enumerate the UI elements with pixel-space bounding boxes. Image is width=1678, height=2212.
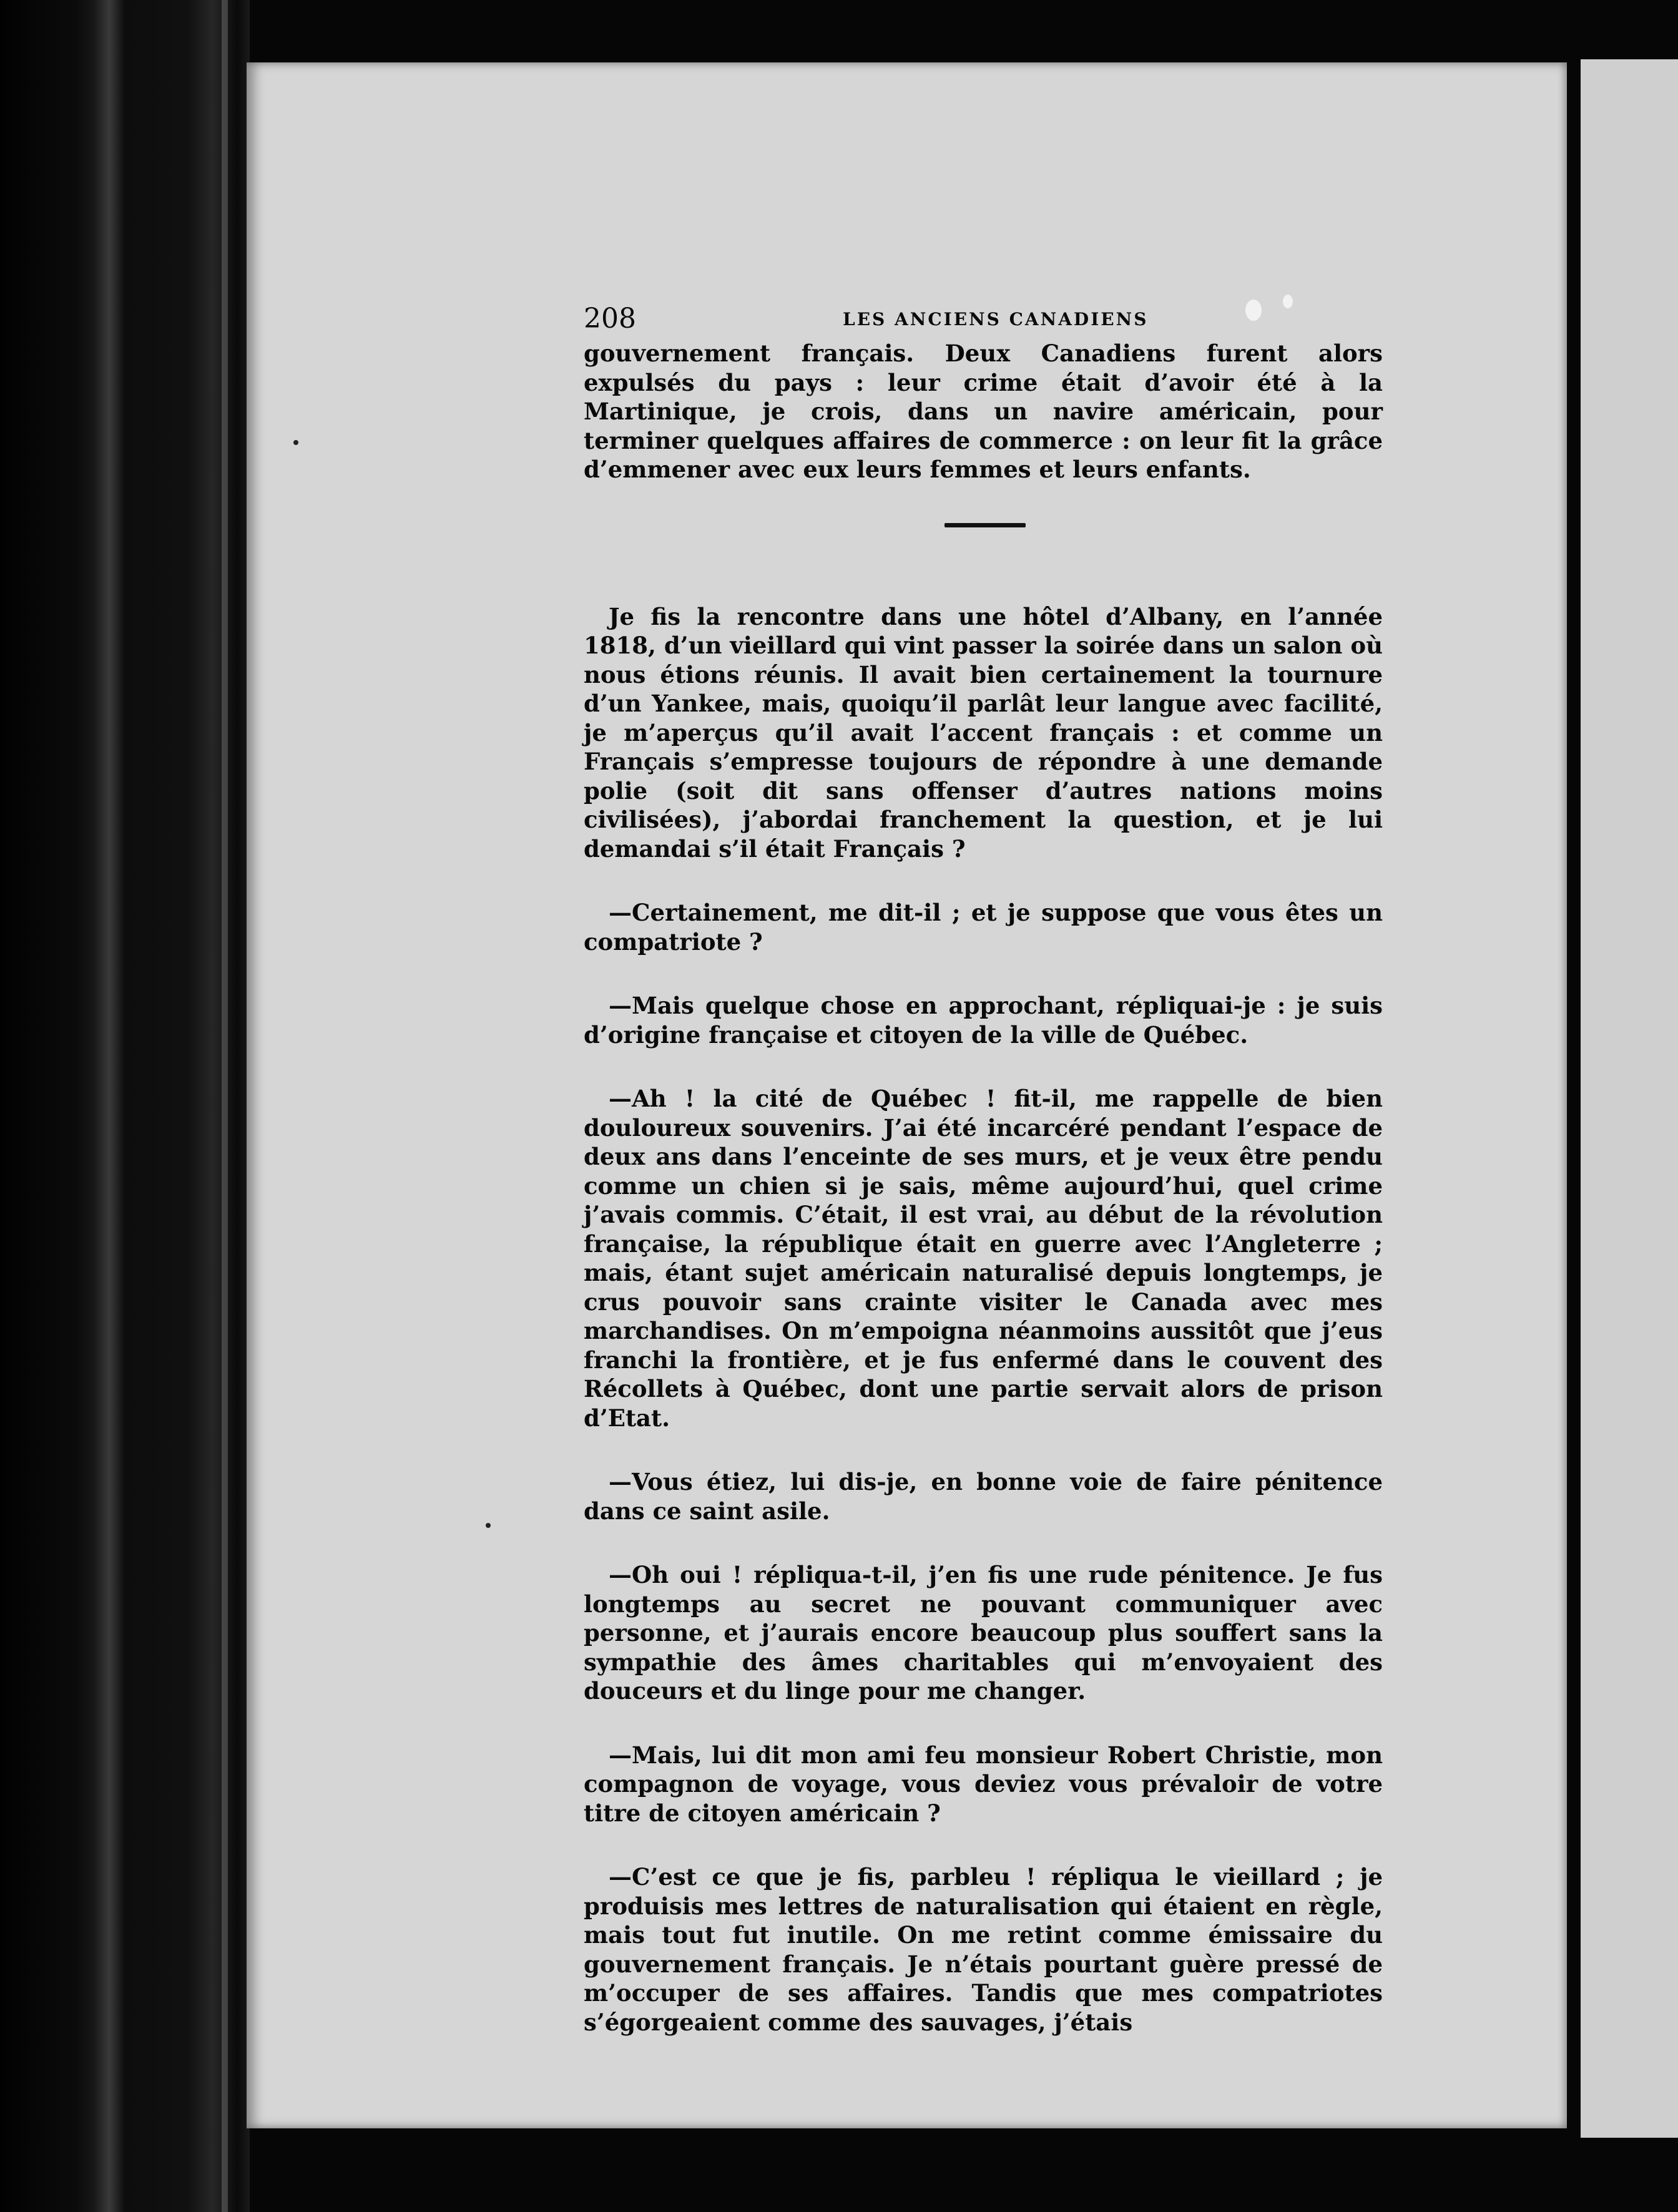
page-number: 208 [584, 303, 636, 335]
dialogue-paragraph: —Vous étiez, lui dis-je, en bonne voie de faire pénitence dans ce saint asile. [584, 1468, 1383, 1525]
running-head [584, 303, 1383, 339]
next-page-edge [1581, 59, 1678, 2138]
paragraph: Je fis la rencontre dans une hôtel d’Albany, en l’année 1818, d’un vieillard qui vint passer la soirée dans un salon où nous étions réunis. Il avait bien certainement la tournure d’un Yankee, mais, quoiqu’il parlât leur langue avec facilité, je m’aperçus qu’il avait l’accent français : et comme un Français s’empresse toujours de répondre à une demande polie (soit dit sans offenser d’autres nations moins civilisées), j’abordai franchement la question, et je lui demandai s’il était Français ? [584, 602, 1383, 863]
dialogue-paragraph: —C’est ce que je fis, parbleu ! répliqua le vieillard ; je produisis mes lettres de naturalisation qui étaient en règle, mais tout fut inutile. On me retint comme émissaire du gouvernement français. Je n’étais pourtant guère pressé de m’occuper de ses affaires. Tandis que mes compatriotes s’égorgeaient comme des sauvages, j’étais [584, 1863, 1383, 2036]
running-title: LES ANCIENS CANADIENS [843, 309, 1149, 330]
dialogue-paragraph: —Ah ! la cité de Québec ! fit-il, me rappelle de bien douloureux souvenirs. J’ai été incarcéré pendant l’espace de deux ans dans l’enceinte de ses murs, et je veux être pendu comme un chien si je sais, même aujourd’hui, quel crime j’avais commis. C’était, il est vrai, au début de la révolution française, la république était en guerre avec l’Angleterre ; mais, étant sujet américain naturalisé depuis longtemps, je crus pouvoir sans crainte visiter le Canada avec mes marchandises. On m’empoigna néanmoins aussitôt que j’eus franchi la frontière, et je fus enfermé dans le couvent des Récollets à Québec, dont une partie servait alors de prison d’Etat. [584, 1085, 1383, 1432]
dialogue-paragraph: —Oh oui ! répliqua-t-il, j’en fis une rude pénitence. Je fus longtemps au secret ne pouvant communiquer avec personne, et j’aurais encore beaucoup plus souffert sans la sympathie des âmes charitables qui m’envoyaient des douceurs et du linge pour me changer. [584, 1561, 1383, 1705]
section-divider [944, 523, 1026, 527]
paragraph-continued: gouvernement français. Deux Canadiens furent alors expulsés du pays : leur crime était d’avoir été à la Martinique, je crois, dans un navire américain, pour terminer quelques affaires de commerce : on leur fit la grâce d’emmener avec eux leurs femmes et leurs enfants. [584, 340, 1383, 483]
dialogue-paragraph: —Certainement, me dit-il ; et je suppose que vous êtes un compatriote ? [584, 899, 1383, 956]
book-binding [0, 0, 250, 2212]
paper-dot [293, 440, 298, 445]
page-content [584, 303, 1383, 2037]
dialogue-paragraph: —Mais quelque chose en approchant, répliquai-je : je suis d’origine française et citoyen de la ville de Québec. [584, 992, 1383, 1049]
paper-dot [486, 1523, 491, 1528]
binding-edge [222, 0, 228, 2212]
dialogue-paragraph: —Mais, lui dit mon ami feu monsieur Robert Christie, mon compagnon de voyage, vous deviez vous prévaloir de votre titre de citoyen américain ? [584, 1741, 1383, 1827]
